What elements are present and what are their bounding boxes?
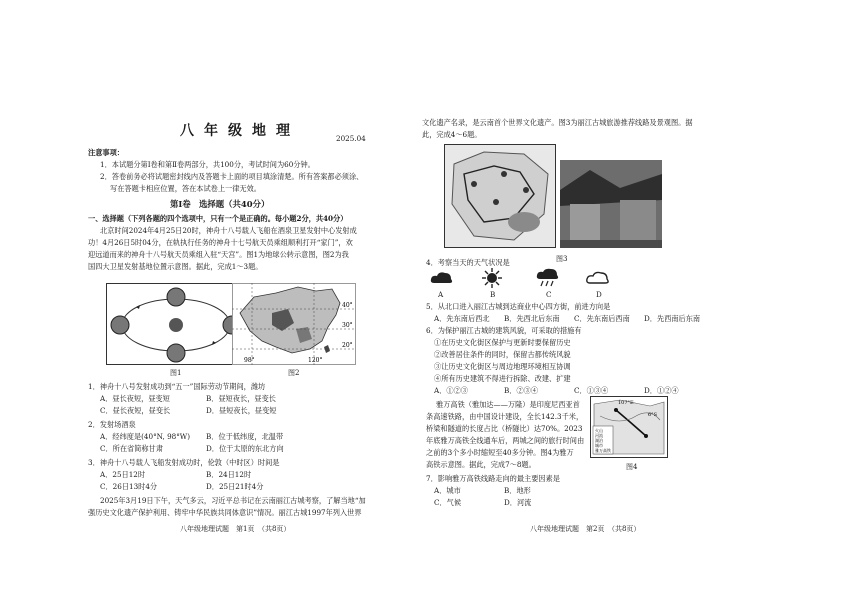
earth-position-top	[167, 288, 185, 306]
passage-line: 北京时间2024年4月25日20时，神舟十八号载人飞船在酒泉卫星发射中心发射成	[100, 226, 357, 235]
svg-text:河流: 河流	[595, 433, 603, 438]
notice-item: 写在答题卡相应位置，答在本试卷上一律无效。	[110, 184, 261, 193]
option-c: C．①③④	[574, 386, 609, 395]
option-b: B．先西北后东南	[504, 314, 560, 323]
question-5: 5．从北口进入丽江古城到达商业中心四方街，前进方向是	[426, 302, 611, 311]
longitude-label: 120°	[308, 357, 323, 364]
earth-revolution-diagram	[106, 283, 246, 365]
option-c: C．26日13时4分	[100, 482, 158, 491]
china-launch-sites-map	[232, 283, 356, 365]
latitude-label: 20°	[342, 342, 353, 349]
svg-text:湖泊: 湖泊	[595, 438, 603, 443]
option-a: A．25日12时	[100, 470, 146, 479]
notice-item: 2．答卷前务必将试题密封线内及答题卡上面的项目填涂清楚。所有答案都必须涂、	[100, 172, 364, 181]
exam-title: 八年级地理	[180, 123, 300, 139]
option-b: B．位于低纬度，北温带	[206, 432, 284, 441]
statement: ④所有历史建筑不得进行拆除、改建、扩建	[434, 374, 571, 383]
sunny-icon	[482, 268, 502, 288]
question-1: 1．神舟十八号发射成功到“五一”国际劳动节期间，潍坊	[88, 382, 266, 391]
figure-1-caption: 图1	[170, 369, 182, 377]
longitude-label: 107°E	[618, 400, 634, 406]
jakarta-bandung-railway-map	[590, 396, 668, 458]
passage-line: 雅万高铁（雅加达——万隆）是印度尼西亚首	[436, 400, 580, 409]
option-a: A．经纬度是(40°N, 98°W)	[100, 432, 191, 441]
option-b: B．②③④	[504, 386, 539, 395]
passage-line: 文化遗产名录，是云南首个世界文化遗产。图3为丽江古城旅游推荐线路及景观图。据	[422, 118, 693, 127]
statement: ②改善居住条件的同时，保留古都传统风貌	[434, 350, 571, 359]
question-instructions: 一、选择题（下列各题的四个选项中，只有一个是正确的。每小题2分，共40分）	[88, 214, 348, 223]
overcast-icon	[586, 270, 610, 286]
cloudy-icon	[430, 270, 454, 286]
latitude-label: 6°S	[648, 412, 658, 418]
rain-icon	[536, 268, 562, 288]
weather-option-label: D	[596, 290, 602, 299]
option-b: B．昼短夜长，昼变长	[206, 394, 276, 403]
option-c: C．昼长夜短，昼变长	[100, 406, 171, 415]
option-d: D．25日21时4分	[206, 482, 264, 491]
longitude-label: 98°	[244, 357, 255, 364]
notice-heading: 注意事项：	[88, 148, 124, 157]
page-footer: 八年级地理试题 第2页 （共8页）	[530, 525, 641, 533]
option-a: A．①②③	[434, 386, 468, 395]
latitude-label: 30°	[342, 322, 353, 329]
weather-option-label: A	[438, 290, 444, 299]
option-d: D．先西南后东南	[644, 314, 701, 323]
page-footer: 八年级地理试题 第1页 （共8页）	[180, 525, 291, 533]
question-2: 2．发射场酒泉	[88, 420, 136, 429]
svg-text:火山: 火山	[595, 428, 603, 433]
passage-line: 高铁示意图。据此，完成7～8题。	[426, 460, 536, 469]
option-a: A．先东南后西北	[434, 314, 490, 323]
option-d: D．昼短夜长，昼变短	[206, 406, 277, 415]
section-heading: 第Ⅰ卷 选择题（共40分）	[170, 199, 270, 209]
passage-line: 此，完成4～6题。	[422, 130, 482, 139]
svg-text:雅万高铁: 雅万高铁	[595, 448, 611, 453]
passage-line: 桥梁和隧道的长度占比（桥隧比）达70%。2023	[426, 424, 583, 433]
option-b: B．24日12时	[206, 470, 252, 479]
passage-line: 年底雅万高铁全线通车后，两城之间的旅行时间由	[426, 436, 585, 445]
statement: ③让历史文化街区与周边地理环境相互协调	[434, 362, 571, 371]
option-d: D．位于太原的东北方向	[206, 444, 284, 453]
option-d: D．①②④	[644, 386, 679, 395]
figure-4-caption: 图4	[626, 463, 638, 471]
lijiang-old-town-photo	[560, 160, 662, 248]
passage-line: 条高速铁路，由中国设计建设，全长142.3千米，	[426, 412, 584, 421]
question-3: 3．神舟十八号载人飞船发射成功时，伦敦（中时区）时间是	[88, 458, 280, 467]
figure-3-caption: 图3	[556, 255, 568, 263]
question-4: 4．考察当天的天气状况是	[426, 258, 510, 267]
passage-line: 国四大卫星发射基地位置示意图。据此，完成1～3题。	[88, 262, 263, 271]
option-c: C．先东南后西南	[574, 314, 630, 323]
passage-line: 之前的3个多小时缩短至40多分钟。图4为雅万	[426, 448, 574, 457]
option-b: B．地形	[504, 486, 531, 495]
passage-line: 功！4月26日5时04分，在轨执行任务的神舟十七号航天员乘组顺利打开“家门”，欢	[88, 238, 353, 247]
option-c: C．气候	[434, 498, 462, 507]
passage-line: 迎远道而来的神舟十八号航天员乘组入驻“天宫”。图1为地球公转示意图，图2为我	[88, 250, 349, 259]
passage-line: 强历史文化遗产保护利用、铸牢中华民族共同体意识”情况。丽江古城1997年列入世界	[88, 508, 362, 517]
left-page	[0, 0, 430, 608]
option-a: A．城市	[434, 486, 461, 495]
option-d: D．河流	[504, 498, 532, 507]
option-a: A．昼长夜短，昼变短	[100, 394, 170, 403]
notice-item: 1．本试题分第Ⅰ卷和第Ⅱ卷两部分，共100分，考试时间为60分钟。	[100, 160, 315, 169]
right-page	[422, 0, 861, 608]
statement: ①在历史文化街区保护与更新时要保留历史	[434, 338, 571, 347]
figure-2-caption: 图2	[288, 369, 300, 377]
lijiang-route-map	[444, 144, 556, 248]
option-c: C．所在省简称甘肃	[100, 444, 164, 453]
passage-line: 2025年3月19日下午，天气多云，习近平总书记在云南丽江古城考察，了解当地“加	[100, 496, 366, 505]
exam-date: 2025.04	[336, 134, 366, 143]
latitude-label: 40°	[342, 302, 353, 309]
svg-text:城市: 城市	[595, 443, 603, 448]
earth-position-left	[111, 316, 129, 334]
sun-icon	[169, 318, 183, 332]
earth-position-bottom	[167, 344, 185, 362]
weather-option-label: C	[546, 290, 552, 299]
question-7: 7．影响雅万高铁线路走向的最主要因素是	[426, 474, 560, 483]
weather-option-label: B	[490, 290, 496, 299]
question-6: 6．为保护丽江古城的建筑风貌，可采取的措施有	[426, 326, 582, 335]
